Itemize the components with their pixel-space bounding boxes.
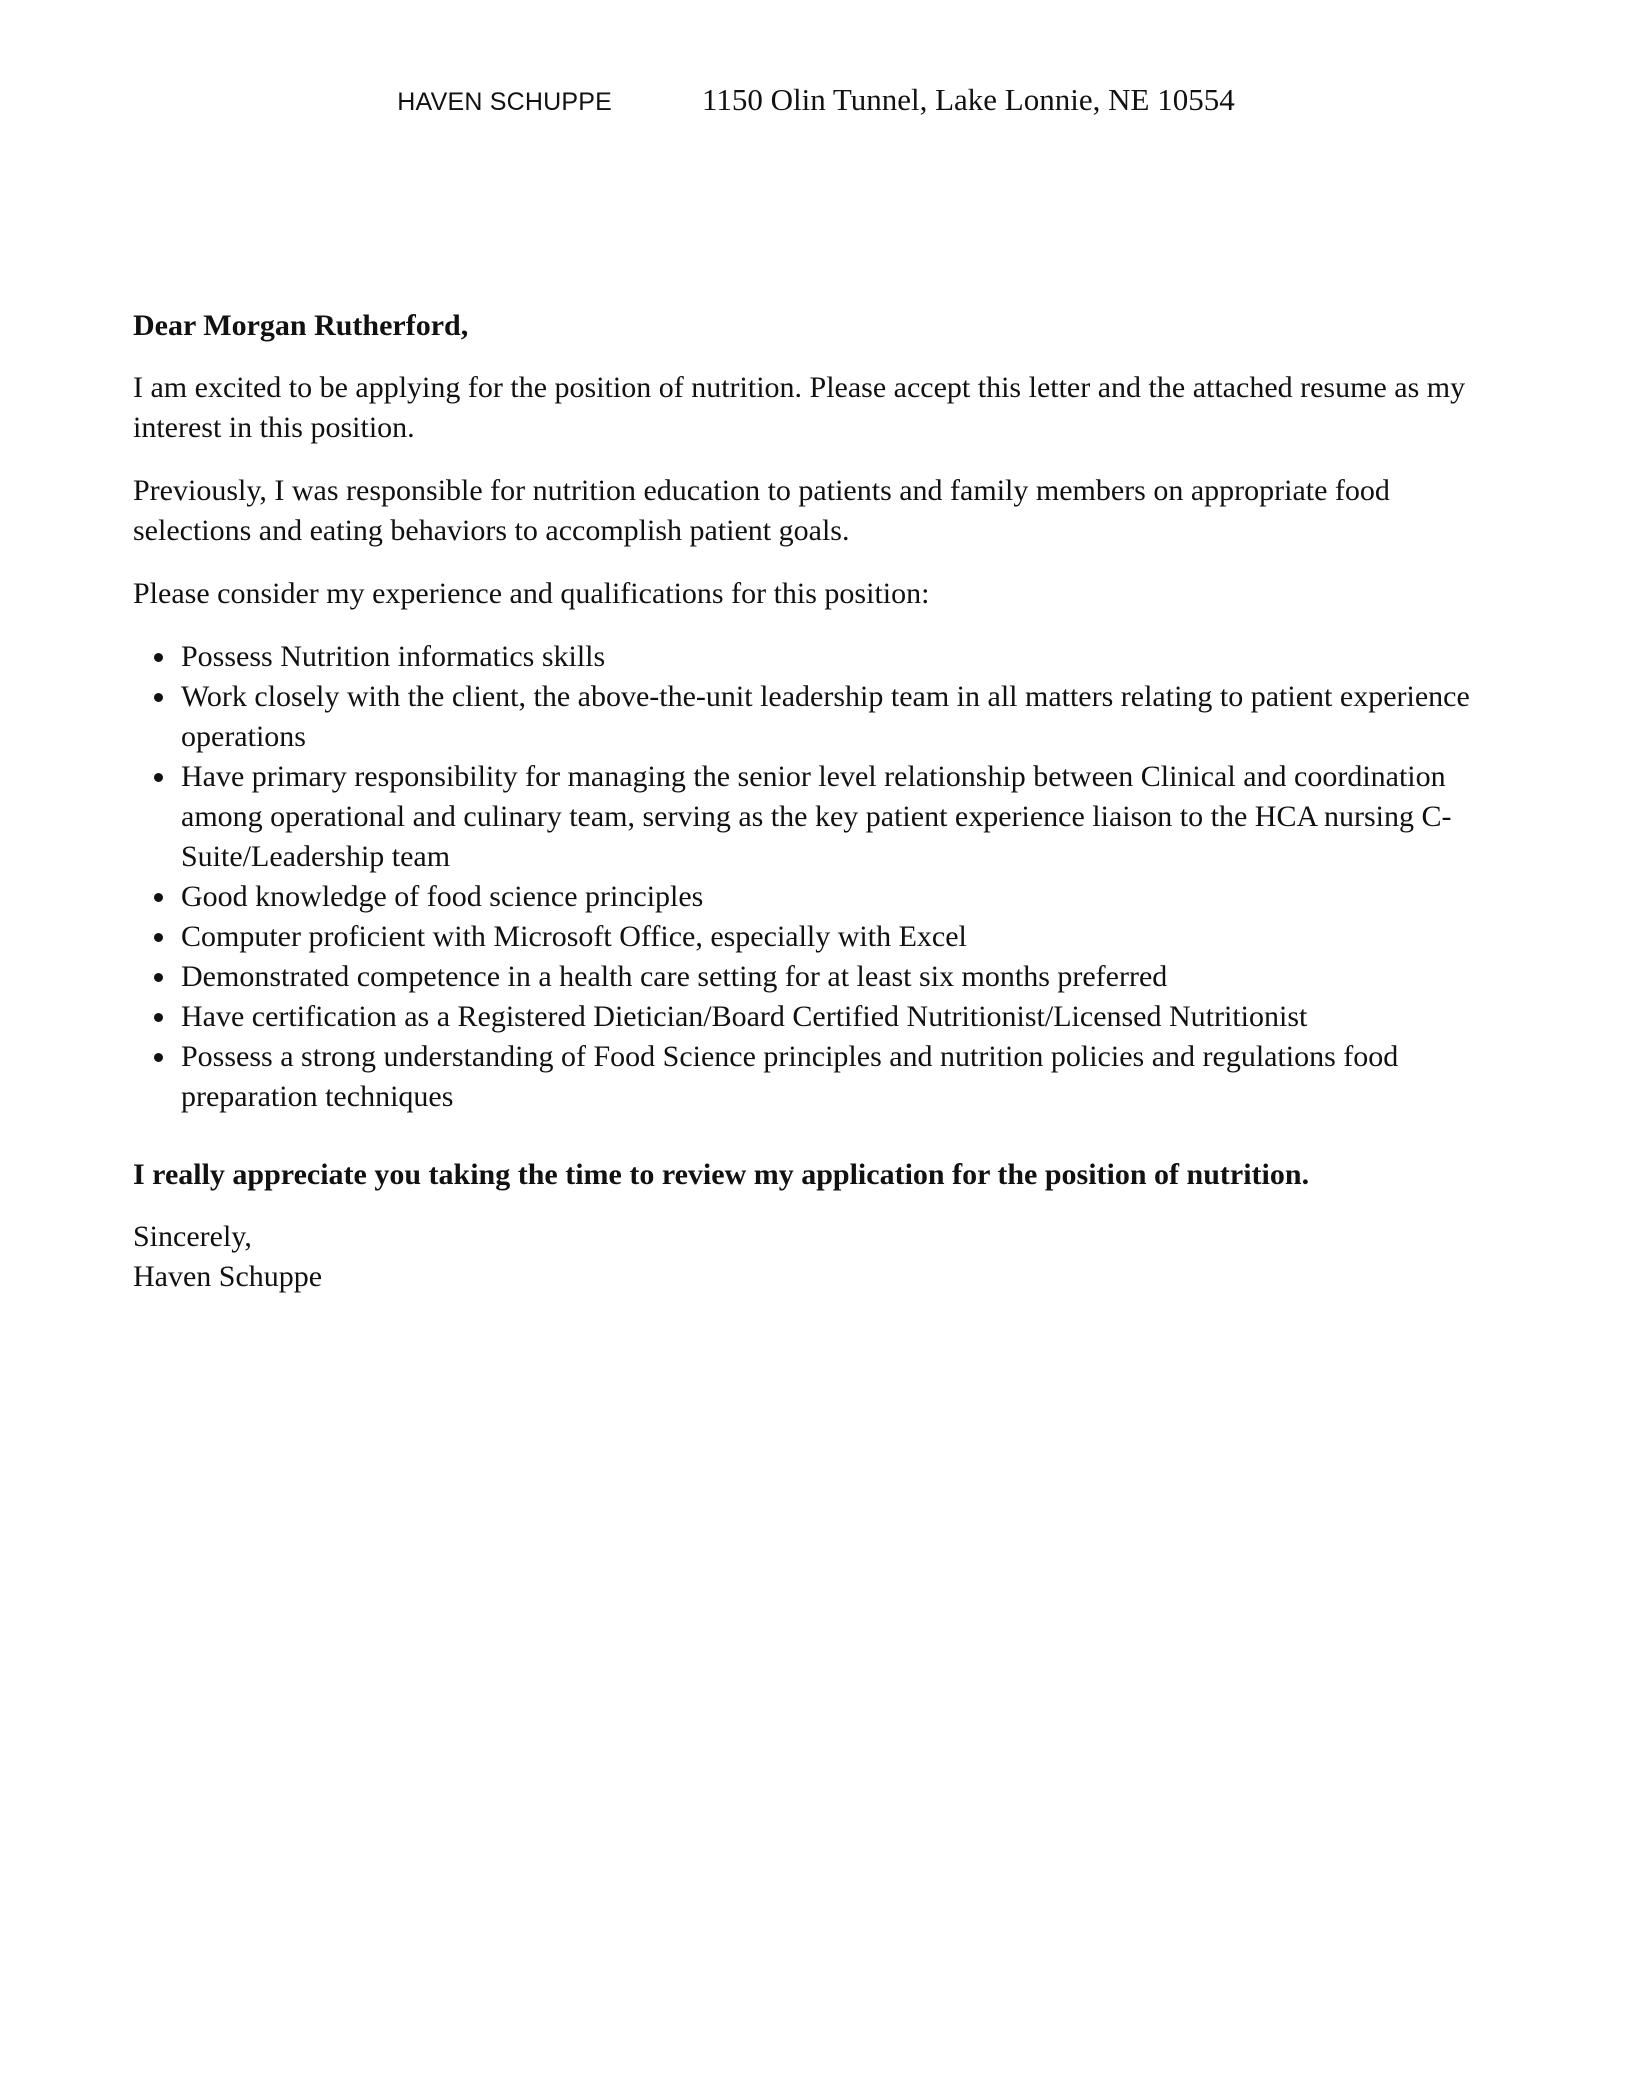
qualification-item — [133, 957, 1503, 997]
qualifications-intro: Please consider my experience and qualifications for this position: — [133, 577, 930, 610]
qualification-text: Possess Nutrition informatics skills — [181, 640, 606, 673]
qualifications-list — [133, 637, 1503, 1117]
letter-header — [0, 82, 1632, 118]
bullet-icon — [154, 933, 163, 942]
qualification-item — [133, 637, 1503, 677]
sender-name: HAVEN SCHUPPE — [397, 88, 612, 116]
intro-paragraph: I am excited to be applying for the position of nutrition. Please accept this letter and the attached resume as my interest in this position. — [133, 371, 1466, 444]
sender-address: 1150 Olin Tunnel, Lake Lonnie, NE 10554 — [701, 82, 1235, 117]
qualification-item — [133, 1037, 1503, 1117]
bullet-icon — [154, 1013, 163, 1022]
bullet-icon — [154, 893, 163, 902]
letter-body — [133, 306, 1503, 1297]
qualification-text: Possess a strong understanding of Food Science principles and nutrition policies and regulations food preparation techniques — [181, 1040, 1399, 1113]
signoff — [133, 1217, 1503, 1297]
bullet-icon — [154, 773, 163, 782]
bullet-icon — [154, 693, 163, 702]
qualification-text: Computer proficient with Microsoft Office, especially with Excel — [181, 920, 967, 953]
bullet-icon — [154, 973, 163, 982]
bullet-icon — [154, 653, 163, 662]
qualification-text: Demonstrated competence in a health care setting for at least six months preferred — [181, 960, 1168, 993]
qualification-item — [133, 917, 1503, 957]
closing-statement: I really appreciate you taking the time to review my application for the position of nutrition. — [133, 1158, 1310, 1191]
salutation: Dear Morgan Rutherford, — [133, 309, 469, 342]
qualification-item — [133, 677, 1503, 757]
qualification-item — [133, 757, 1503, 877]
qualification-text: Have certification as a Registered Dietician/Board Certified Nutritionist/Licensed Nutritionist — [181, 1000, 1308, 1033]
experience-paragraph: Previously, I was responsible for nutrition education to patients and family members on appropriate food selections and eating behaviors to accomplish patient goals. — [133, 474, 1390, 547]
qualification-item — [133, 877, 1503, 917]
signature-name: Haven Schuppe — [133, 1260, 323, 1293]
signoff-text: Sincerely, — [133, 1220, 252, 1253]
qualification-text: Work closely with the client, the above-the-unit leadership team in all matters relating to patient experience operations — [181, 680, 1470, 753]
bullet-icon — [154, 1053, 163, 1062]
qualification-text: Have primary responsibility for managing the senior level relationship between Clinical and coordination among operational and culinary team, serving as the key patient experience liaison to the HCA nursing C-Suite/Leadership team — [181, 760, 1452, 873]
qualification-text: Good knowledge of food science principles — [181, 880, 704, 913]
qualification-item — [133, 997, 1503, 1037]
